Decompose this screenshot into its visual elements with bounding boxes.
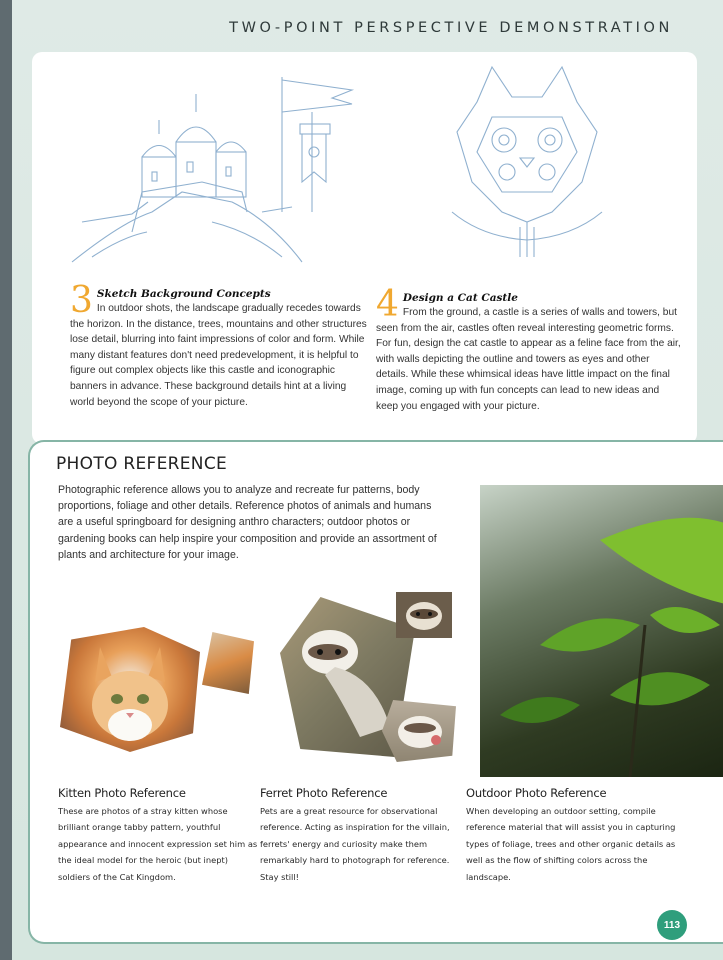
- ferret-photo-small-2: [382, 700, 456, 762]
- banner-sketch: [272, 72, 362, 222]
- caption-title: Outdoor Photo Reference: [466, 786, 607, 800]
- section-heading: PHOTO REFERENCE: [56, 454, 228, 474]
- page-number: 113: [657, 910, 687, 940]
- kitten-photo: [60, 627, 200, 752]
- caption-title: Ferret Photo Reference: [260, 786, 388, 800]
- caption-body: Pets are a great resource for observational reference. Acting as inspiration for the villain, ferrets' energy and curiosity make them remarkably hard to photograph for reference. Stay still!: [260, 806, 450, 882]
- ferret-photo-small: [396, 592, 452, 638]
- outdoor-caption: [466, 786, 686, 885]
- caption-title: Kitten Photo Reference: [58, 786, 186, 800]
- caption-body: These are photos of a stray kitten whose brilliant orange tabby pattern, youthful appearance and innocent expression set him as the ideal model for the heroic (but inept) soldiers of the Cat Kingdom.: [58, 806, 258, 882]
- step-title: Design a Cat Castle: [402, 292, 518, 304]
- kitten-photo-small: [202, 632, 254, 694]
- kitten-caption: [58, 786, 258, 885]
- step-3: [70, 280, 370, 410]
- ferret-caption: [260, 786, 460, 885]
- step-body: From the ground, a castle is a series of walls and towers, but seen from the air, castles often reveal interesting geometric forms. For fun, design the cat castle to appear as a feline face from the air, with walls depicting the outline and towers as eyes and other details. While these whimsical ideas have little impact on the final image, coming up with fun concepts can lead to new ideas and keep you engaged with your picture.: [376, 307, 681, 412]
- step-body: In outdoor shots, the landscape gradually recedes towards the horizon. In the distance, trees, mountains and other structures lose detail, blurring into faint impressions of color and form. While many distant features don't need predevelopment, it is helpful to figure out complex objects like this castle and iconographic banners in advance. These background details hint at a living world beyond the scope of your picture.: [70, 303, 367, 408]
- outdoor-photo: [480, 485, 723, 777]
- caption-body: When developing an outdoor setting, compile reference material that will assist you in capturing types of foliage, trees and other organic details as well as the flow of shifting colors across the landscape.: [466, 806, 676, 882]
- step-4: [376, 284, 682, 414]
- page-header: TWO-POINT PERSPECTIVE DEMONSTRATION: [229, 20, 673, 36]
- photo-reference-section: [28, 440, 723, 944]
- step-number: 3: [70, 280, 93, 321]
- cat-castle-sketch: [432, 62, 622, 262]
- step-number: 4: [376, 284, 399, 325]
- section-intro: Photographic reference allows you to analyze and recreate fur patterns, body proportions, foliage and other details. Reference photos of animals and humans are a useful springboard for designing anthro characters; outdoor photos or gardening books can help inspire your composition and provide an assortment of plants and architecture for your image.: [58, 484, 437, 561]
- sketch-panel: [32, 52, 697, 444]
- book-page: [12, 0, 723, 960]
- step-title: Sketch Background Concepts: [96, 288, 271, 300]
